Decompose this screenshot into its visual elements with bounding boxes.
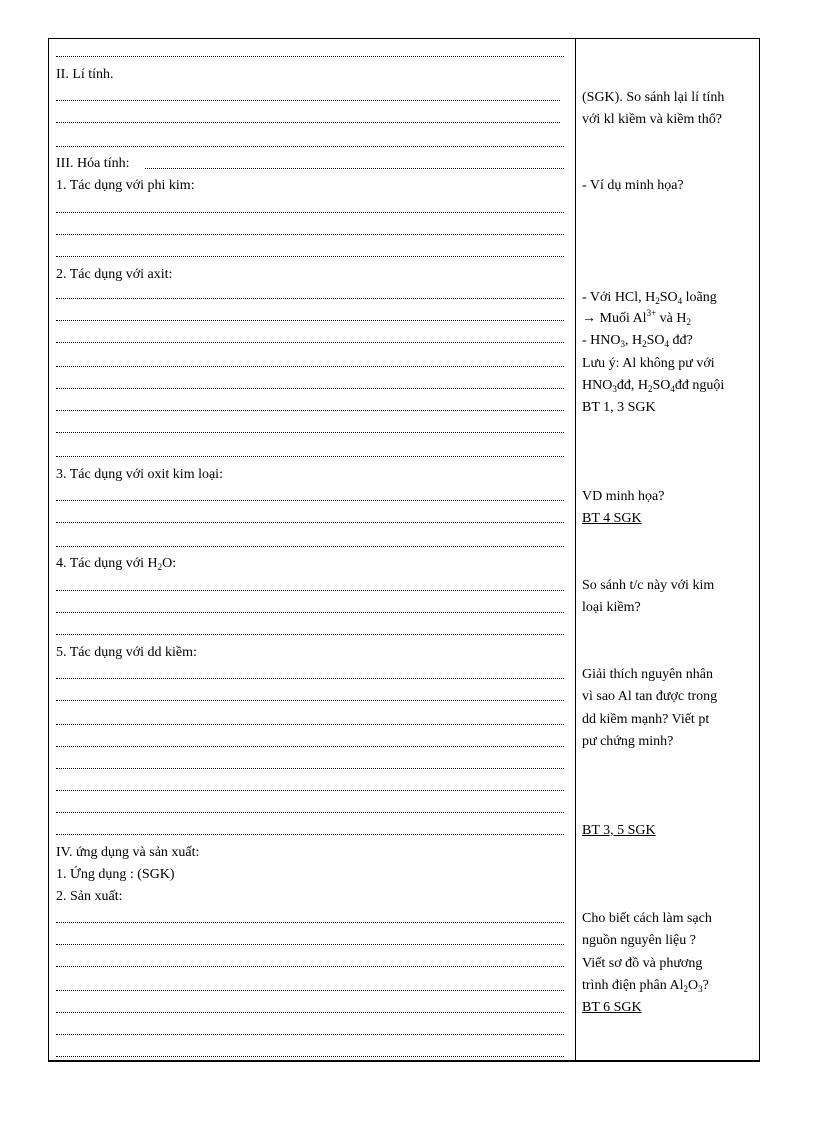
heading-physical-properties: II. Lí tính.: [56, 67, 114, 82]
dotted-line: [56, 790, 564, 791]
section-water: 4. Tác dụng với $H_2O$:: [56, 556, 177, 572]
note-alkali-2: vì sao Al tan được trong: [582, 689, 718, 704]
dotted-line: [56, 366, 564, 367]
dotted-line: [56, 100, 560, 101]
note-oxide: VD minh họa?: [582, 489, 665, 504]
dotted-line: [56, 256, 564, 257]
dotted-line: [56, 388, 564, 389]
dotted-line: [56, 146, 564, 147]
section-nonmetal: 1. Tác dụng với phi kim:: [56, 178, 195, 193]
dotted-line: [56, 56, 564, 57]
note-alkali-1: Giải thích nguyên nhân: [582, 667, 714, 682]
dotted-line: [56, 724, 564, 725]
dotted-line: [56, 634, 564, 635]
note-acid-1: - Với HCl, $H_2SO_4$ loãng: [582, 290, 717, 306]
dotted-line: [145, 168, 564, 169]
dotted-line: [56, 990, 564, 991]
dotted-line: [56, 922, 564, 923]
heading-application: IV. ứng dụng và sản xuất:: [56, 845, 200, 860]
dotted-line: [56, 590, 564, 591]
dotted-line: [56, 746, 564, 747]
note-physical-2: với kl kiềm và kiềm thổ?: [582, 112, 722, 127]
dotted-line: [56, 500, 564, 501]
dotted-line: [56, 966, 564, 967]
note-acid-4: Lưu ý: Al không pư với: [582, 356, 715, 371]
dotted-line: [56, 834, 564, 835]
note-alkali-3: dd kiềm mạnh? Viết pt: [582, 712, 710, 727]
note-production-exercise: BT 6 SGK: [582, 1000, 642, 1015]
dotted-line: [56, 432, 564, 433]
dotted-line: [56, 320, 564, 321]
dotted-line: [56, 612, 564, 613]
note-oxide-exercise: BT 4 SGK: [582, 511, 642, 526]
dotted-line: [56, 812, 564, 813]
note-water-2: loại kiềm?: [582, 600, 641, 615]
dotted-line: [56, 234, 564, 235]
dotted-line: [56, 678, 564, 679]
note-production-2: nguồn nguyên liệu ?: [582, 933, 696, 948]
note-physical-1: (SGK). So sánh lại lí tính: [582, 90, 725, 105]
dotted-line: [56, 212, 564, 213]
note-acid-exercise: BT 1, 3 SGK: [582, 400, 656, 415]
note-acid-3: - $HNO_3$, $H_2SO_4$ đđ?: [582, 333, 693, 349]
note-water-1: So sánh t/c này với kim: [582, 578, 715, 593]
column-divider: [575, 38, 576, 1062]
note-production-4: trình điện phân $Al_2O_3$?: [582, 978, 709, 994]
note-alkali-exercise: BT 3, 5 SGK: [582, 823, 656, 838]
dotted-line: [56, 944, 564, 945]
dotted-line: [56, 456, 564, 457]
dotted-line: [56, 1056, 564, 1057]
note-acid-2: → Muối $Al^{3+}$ và $H_2$: [582, 308, 691, 327]
dotted-line: [56, 768, 564, 769]
dotted-line: [56, 1012, 564, 1013]
dotted-line: [56, 342, 564, 343]
section-metal-oxide: 3. Tác dụng với oxit kim loại:: [56, 467, 223, 482]
dotted-line: [56, 410, 564, 411]
dotted-line: [56, 522, 564, 523]
section-acid: 2. Tác dụng với axit:: [56, 267, 173, 282]
section-alkali: 5. Tác dụng với dd kiềm:: [56, 645, 197, 660]
dotted-line: [56, 298, 564, 299]
section-production: 2. Sản xuất:: [56, 889, 123, 904]
note-production-3: Viết sơ đồ và phương: [582, 956, 703, 971]
dotted-line: [56, 700, 564, 701]
arrow-icon: →: [582, 311, 596, 326]
heading-chemical-properties: III. Hóa tính:: [56, 156, 130, 171]
note-example: - Ví dụ minh họa?: [582, 178, 684, 193]
dotted-line: [56, 122, 560, 123]
dotted-line: [56, 1034, 564, 1035]
note-acid-5: $HNO_3đđ$, $H_2SO_4đđ$ nguội: [582, 378, 725, 394]
dotted-line: [56, 546, 564, 547]
note-production-1: Cho biết cách làm sạch: [582, 911, 712, 926]
section-application: 1. Ứng dụng : (SGK): [56, 867, 175, 882]
note-alkali-4: pư chứng minh?: [582, 734, 674, 749]
